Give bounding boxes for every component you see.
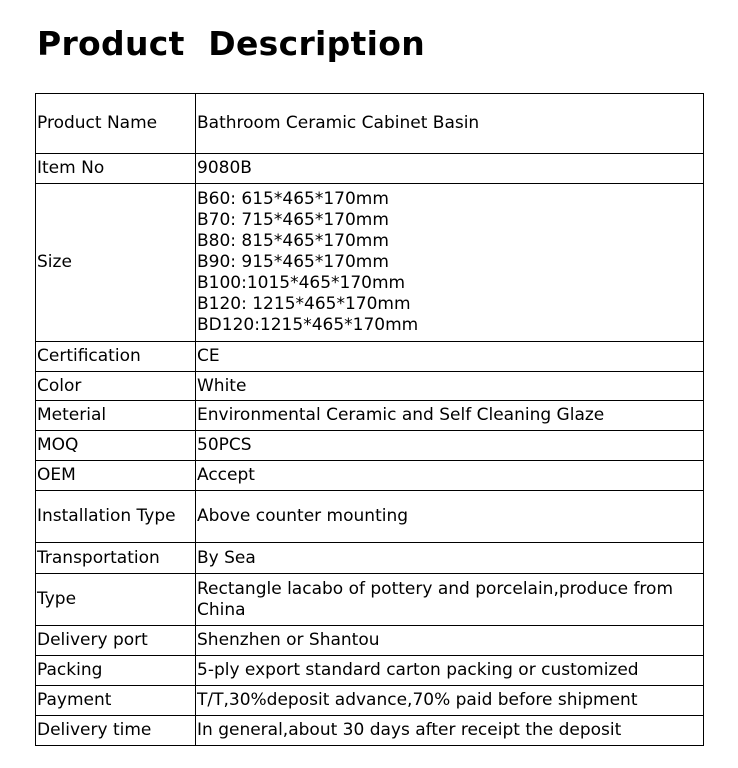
size-line: B100:1015*465*170mm bbox=[197, 273, 406, 293]
size-line: B60: 615*465*170mm bbox=[197, 189, 389, 209]
row-label-color: Color bbox=[36, 372, 196, 401]
row-value-color: White bbox=[196, 372, 704, 401]
table-row-color bbox=[36, 372, 704, 401]
size-line: B80: 815*465*170mm bbox=[197, 231, 389, 251]
page-title: Product Description bbox=[37, 24, 425, 63]
table-row-material bbox=[36, 401, 704, 431]
row-label-certification: Certification bbox=[36, 342, 196, 372]
row-value-size bbox=[196, 184, 704, 342]
size-line: B120: 1215*465*170mm bbox=[197, 294, 411, 314]
row-label-transportation: Transportation bbox=[36, 543, 196, 574]
size-line: BD120:1215*465*170mm bbox=[197, 315, 419, 335]
table-row-oem bbox=[36, 461, 704, 491]
table-row-item-no bbox=[36, 154, 704, 184]
size-line: B90: 915*465*170mm bbox=[197, 252, 389, 272]
table-row-moq bbox=[36, 431, 704, 461]
table-row-product-name bbox=[36, 94, 704, 154]
row-label-product-name: Product Name bbox=[36, 94, 196, 154]
table-row-installation-type bbox=[36, 491, 704, 543]
row-value-payment: T/T,30%deposit advance,70% paid before shipment bbox=[196, 686, 704, 716]
table-row-certification bbox=[36, 342, 704, 372]
table-row-transportation bbox=[36, 543, 704, 574]
row-value-delivery-time: In general,about 30 days after receipt the deposit bbox=[196, 716, 704, 746]
table-row-size bbox=[36, 184, 704, 342]
row-value-material: Environmental Ceramic and Self Cleaning Glaze bbox=[196, 401, 704, 431]
row-label-type: Type bbox=[36, 574, 196, 626]
table-row-delivery-time bbox=[36, 716, 704, 746]
size-line: B70: 715*465*170mm bbox=[197, 210, 389, 230]
table-row-packing bbox=[36, 656, 704, 686]
row-value-certification: CE bbox=[196, 342, 704, 372]
row-value-delivery-port: Shenzhen or Shantou bbox=[196, 626, 704, 656]
table-row-delivery-port bbox=[36, 626, 704, 656]
row-value-transportation: By Sea bbox=[196, 543, 704, 574]
row-label-installation-type: Installation Type bbox=[36, 491, 196, 543]
row-value-type: Rectangle lacabo of pottery and porcelain,produce from China bbox=[196, 574, 704, 626]
product-spec-table bbox=[35, 93, 704, 746]
table-row-payment bbox=[36, 686, 704, 716]
row-value-oem: Accept bbox=[196, 461, 704, 491]
row-label-item-no: Item No bbox=[36, 154, 196, 184]
row-label-material: Meterial bbox=[36, 401, 196, 431]
row-label-moq: MOQ bbox=[36, 431, 196, 461]
row-label-size: Size bbox=[36, 184, 196, 342]
row-value-moq: 50PCS bbox=[196, 431, 704, 461]
row-value-installation-type: Above counter mounting bbox=[196, 491, 704, 543]
table-row-type bbox=[36, 574, 704, 626]
row-label-delivery-time: Delivery time bbox=[36, 716, 196, 746]
row-value-product-name: Bathroom Ceramic Cabinet Basin bbox=[196, 94, 704, 154]
row-label-oem: OEM bbox=[36, 461, 196, 491]
row-label-packing: Packing bbox=[36, 656, 196, 686]
row-label-payment: Payment bbox=[36, 686, 196, 716]
row-value-packing: 5-ply export standard carton packing or customized bbox=[196, 656, 704, 686]
row-value-item-no: 9080B bbox=[196, 154, 704, 184]
row-label-delivery-port: Delivery port bbox=[36, 626, 196, 656]
